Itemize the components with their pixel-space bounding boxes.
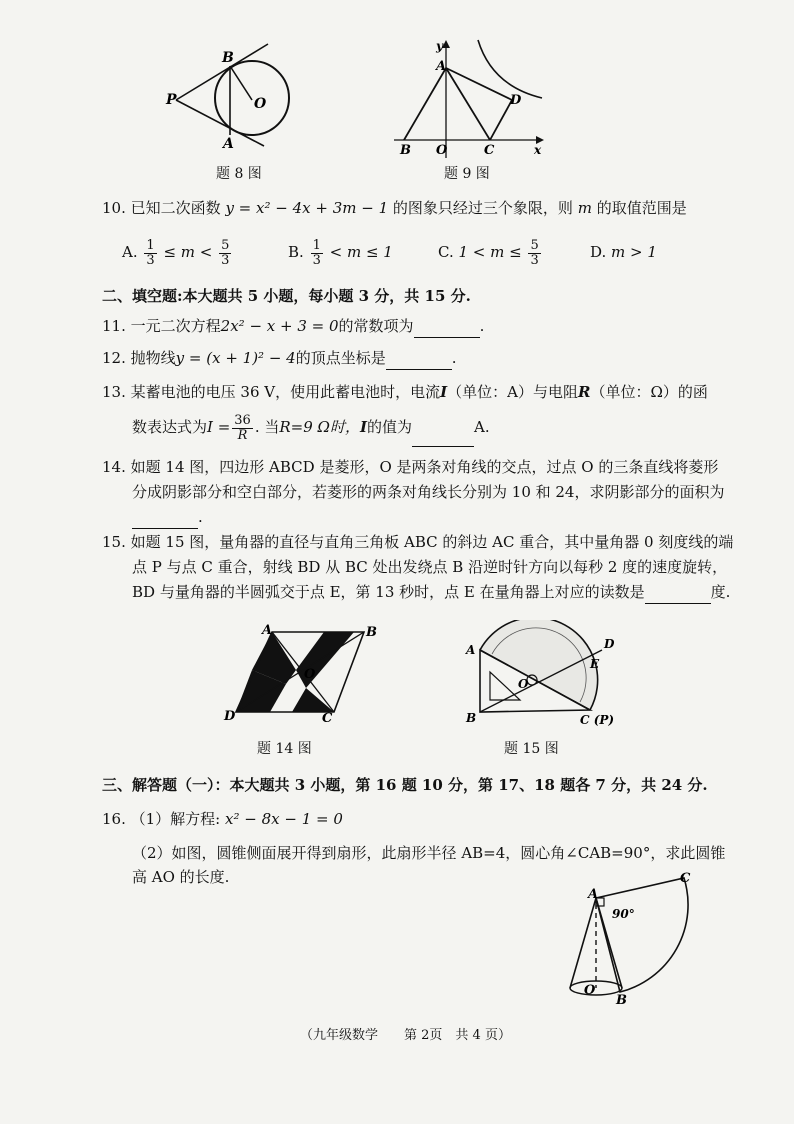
label-y: y (436, 39, 443, 53)
question-11: 11. 一元二次方程2x² − x + 3 = 0的常数项为 . (102, 315, 484, 338)
label-a: A (262, 623, 273, 638)
label-c: C (322, 711, 333, 726)
hyperbola-curve (478, 40, 542, 98)
figure-14-caption: 题 14 图 (257, 741, 312, 757)
label-b: B (616, 993, 627, 1008)
figure-16-cone (558, 868, 698, 1008)
protractor-arc (480, 620, 598, 710)
label-angle: 90° (612, 907, 635, 921)
question-16-part-2-line-1: （2）如图，圆锥侧面展开得到扇形，此扇形半径 AB=4，圆心角∠CAB=90°，求此圆锥 (132, 844, 726, 862)
label-o: O (304, 667, 316, 682)
option-a[interactable]: A. $\frac{1}{3}$ ≤ m < $\frac{5}{3}$ (122, 237, 230, 268)
question-13-line-2: 数表达式为I = $\frac{36}{R}$ . 当R=9 Ω时，I的值为 A. (132, 408, 490, 447)
segment-cd (490, 100, 512, 140)
question-13-line-1: 13. 某蓄电池的电压 36 V，使用此蓄电池时，电流I（单位：A）与电阻R（单位：Ω）的函 (102, 383, 708, 401)
figure-8 (160, 38, 310, 160)
label-d: D (510, 93, 522, 108)
label-x: x (534, 143, 542, 157)
label-a: A (436, 59, 447, 74)
label-o: O (518, 677, 529, 691)
tangent-line-pa (176, 100, 264, 146)
figure-14 (222, 622, 382, 726)
formula: y = x² − 4x + 3m − 1 (225, 199, 389, 217)
option-c[interactable]: C. 1 < m ≤ $\frac{5}{3}$ (438, 237, 539, 268)
answer-blank[interactable] (132, 506, 198, 529)
question-10: 10. 已知二次函数 y = x² − 4x + 3m − 1 的图象只经过三个象限，则 m 的取值范围是 (102, 199, 687, 217)
question-14-line-3: . (132, 506, 203, 529)
label-a: A (466, 643, 476, 657)
label-b: B (400, 143, 411, 158)
page-footer: （九年级数学 第 2页 共 4 页） (300, 1028, 511, 1043)
sector-cab (596, 878, 688, 992)
question-12: 12. 抛物线y = (x + 1)² − 4的顶点坐标是 . (102, 347, 457, 370)
label-a: A (588, 887, 599, 902)
answer-blank[interactable] (412, 408, 474, 447)
shaded-region-bottom (292, 688, 334, 712)
label-e: E (590, 657, 600, 671)
label-p: P (166, 92, 177, 108)
question-16-part-1: 16. （1）解方程: x² − 8x − 1 = 0 (102, 810, 343, 828)
section-3-title: 三、解答题（一）：本大题共 3 小题，第 16 题 10 分，第 17、18 题各 7 分，共 24 分. (102, 776, 708, 794)
label-c: C (484, 143, 495, 158)
question-14-line-2: 分成阴影部分和空白部分，若菱形的两条对角线长分别为 10 和 24，求阴影部分的面积为 (132, 483, 725, 501)
label-o: O (584, 983, 596, 998)
answer-blank[interactable] (645, 581, 711, 604)
question-number: 10. (102, 199, 126, 217)
label-o: O (436, 143, 448, 158)
question-14-line-1: 14. 如题 14 图，四边形 ABCD 是菱形，O 是两条对角线的交点，过点 O 的三条直线将菱形 (102, 458, 719, 476)
figure-9 (392, 36, 552, 162)
label-o: O (254, 96, 267, 112)
answer-blank[interactable] (386, 347, 452, 370)
label-c: C (680, 871, 691, 886)
y-axis-arrow (442, 40, 450, 48)
radius-ob (230, 66, 252, 100)
question-16-part-2-line-2: 高 AO 的长度. (132, 868, 230, 886)
figure-9-caption: 题 9 图 (444, 166, 490, 182)
label-a: A (223, 136, 234, 152)
figure-15-caption: 题 15 图 (504, 741, 559, 757)
label-b: B (222, 50, 234, 66)
question-15-line-2: 点 P 与点 C 重合，射线 BD 从 BC 处出发绕点 B 沿逆时针方向以每秒 2 度的速度旋转， (132, 558, 728, 576)
option-d[interactable]: D. m > 1 (590, 243, 657, 261)
section-2-title: 二、填空题:本大题共 5 小题，每小题 3 分，共 15 分. (102, 287, 471, 305)
figure-15 (462, 620, 622, 732)
label-d: D (224, 709, 236, 724)
option-b[interactable]: B. $\frac{1}{3}$ < m ≤ 1 (288, 237, 393, 268)
question-15-line-3: BD 与量角器的半圆弧交于点 E，第 13 秒时，点 E 在量角器上对应的读数是 度. (132, 581, 730, 604)
question-15-line-1: 15. 如题 15 图，量角器的直径与直角三角板 ABC 的斜边 AC 重合，其中量角器 0 刻度线的端 (102, 533, 734, 551)
label-b: B (466, 711, 477, 725)
circle-o (215, 61, 289, 135)
segment-ab (404, 68, 446, 140)
label-c: C (P) (580, 713, 615, 727)
label-d: D (604, 637, 615, 651)
figure-8-caption: 题 8 图 (216, 166, 262, 182)
answer-blank[interactable] (414, 315, 480, 338)
label-b: B (366, 625, 377, 640)
